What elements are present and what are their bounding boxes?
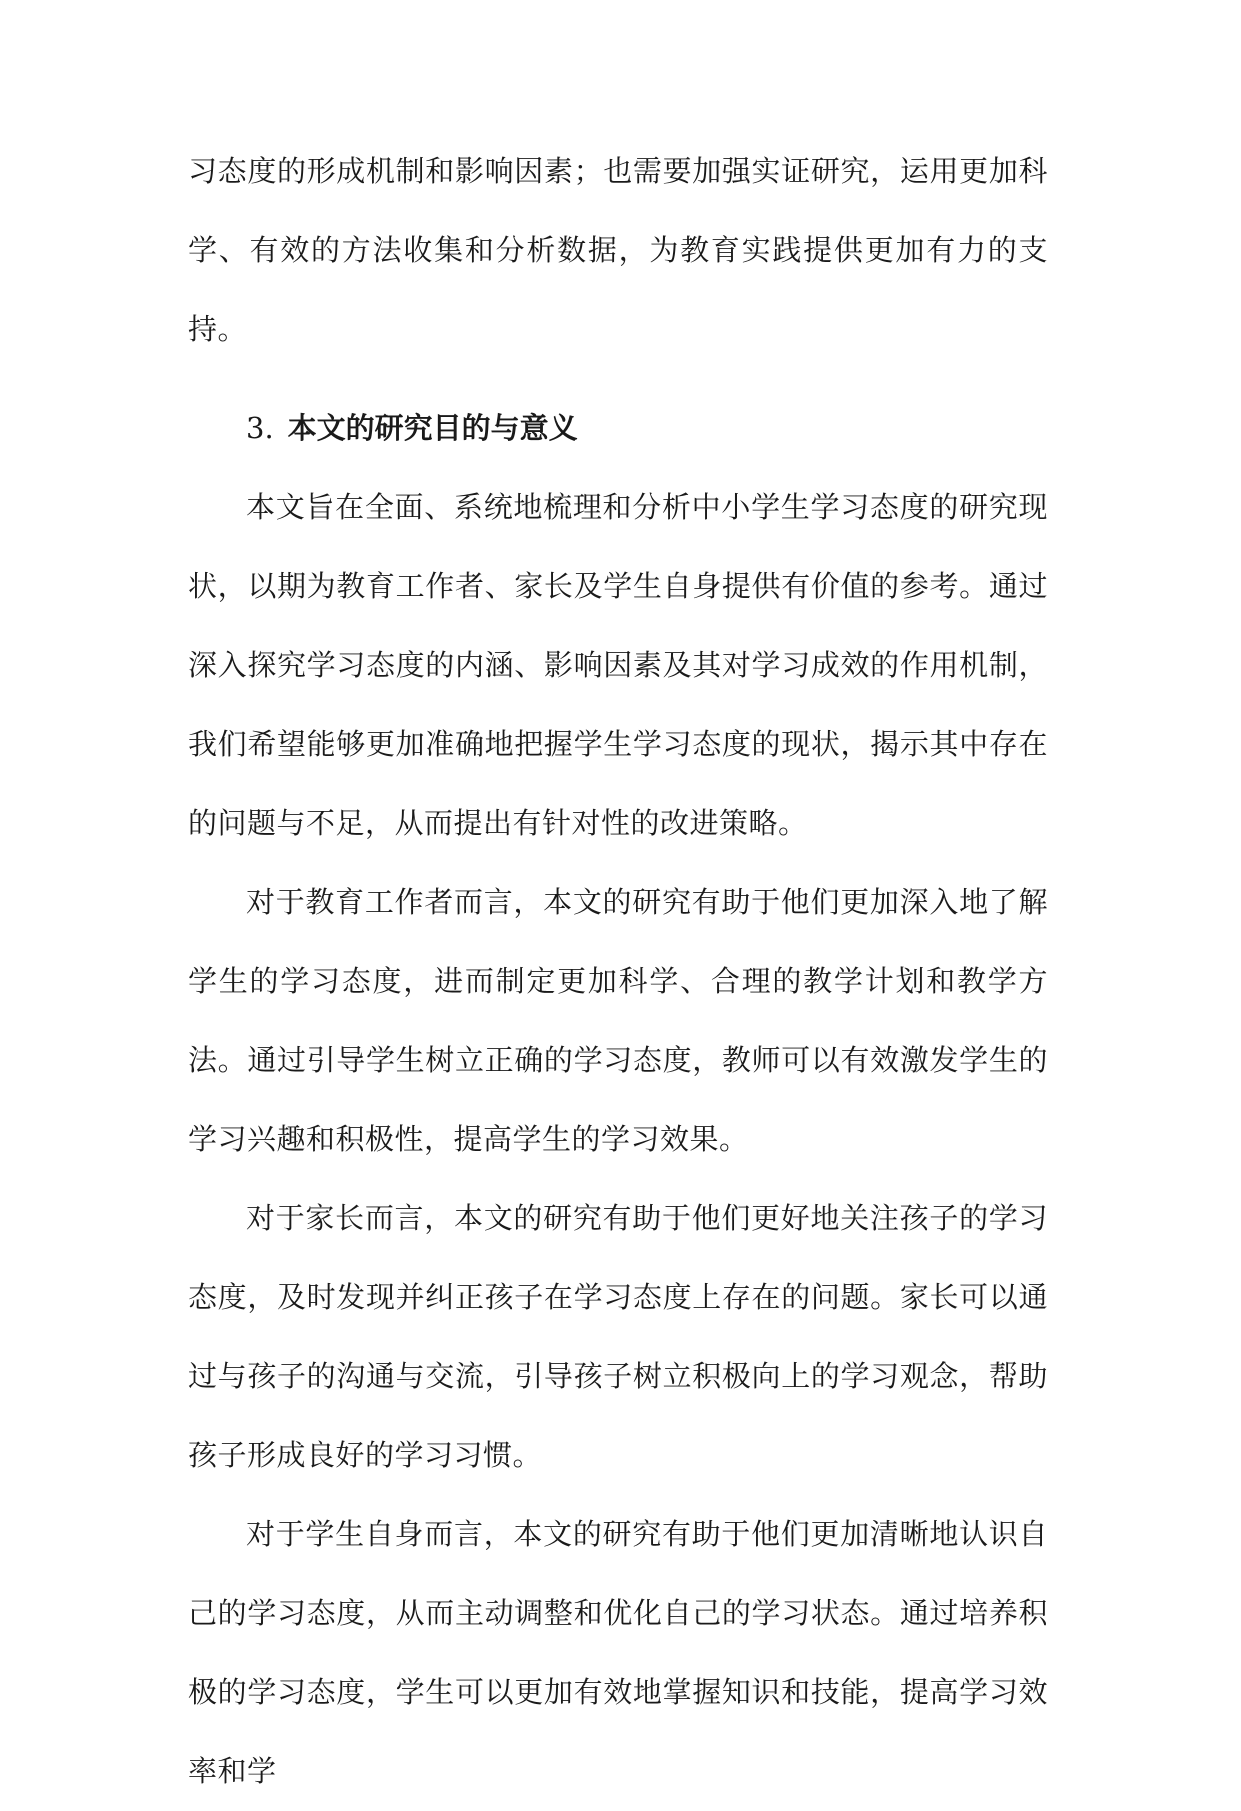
purpose-paragraph: 本文旨在全面、系统地梳理和分析中小学生学习态度的研究现状，以期为教育工作者、家长及学生自身提供有价值的参考。通过深入探究学习态度的内涵、影响因素及其对学习成效的作用机制，我们希望能够更加准确地把握学生学习态度的现状，揭示其中存在的问题与不足，从而提出有针对性的改进策略。	[188, 490, 1048, 840]
educators-paragraph: 对于教育工作者而言，本文的研究有助于他们更加深入地了解学生的学习态度，进而制定更加科学、合理的教学计划和教学方法。通过引导学生树立正确的学习态度，教师可以有效激发学生的学习兴趣和积极性，提高学生的学习效果。	[188, 885, 1048, 1156]
section-title: 本文的研究目的与意义	[287, 411, 578, 445]
page-content	[188, 132, 1048, 1811]
parents-paragraph: 对于家长而言，本文的研究有助于他们更好地关注孩子的学习态度，及时发现并纠正孩子在学习态度上存在的问题。家长可以通过与孩子的沟通与交流，引导孩子树立积极向上的学习观念，帮助孩子形成良好的学习习惯。	[188, 1201, 1048, 1472]
continuation-paragraph: 习态度的形成机制和影响因素；也需要加强实证研究，运用更加科学、有效的方法收集和分析数据，为教育实践提供更加有力的支持。	[188, 154, 1048, 346]
students-paragraph: 对于学生自身而言，本文的研究有助于他们更加清晰地认识自己的学习态度，从而主动调整和优化自己的学习状态。通过培养积极的学习态度，学生可以更加有效地掌握知识和技能，提高学习效率和学	[188, 1517, 1048, 1788]
section-number: 3.	[246, 411, 274, 445]
section-heading	[188, 389, 1048, 468]
